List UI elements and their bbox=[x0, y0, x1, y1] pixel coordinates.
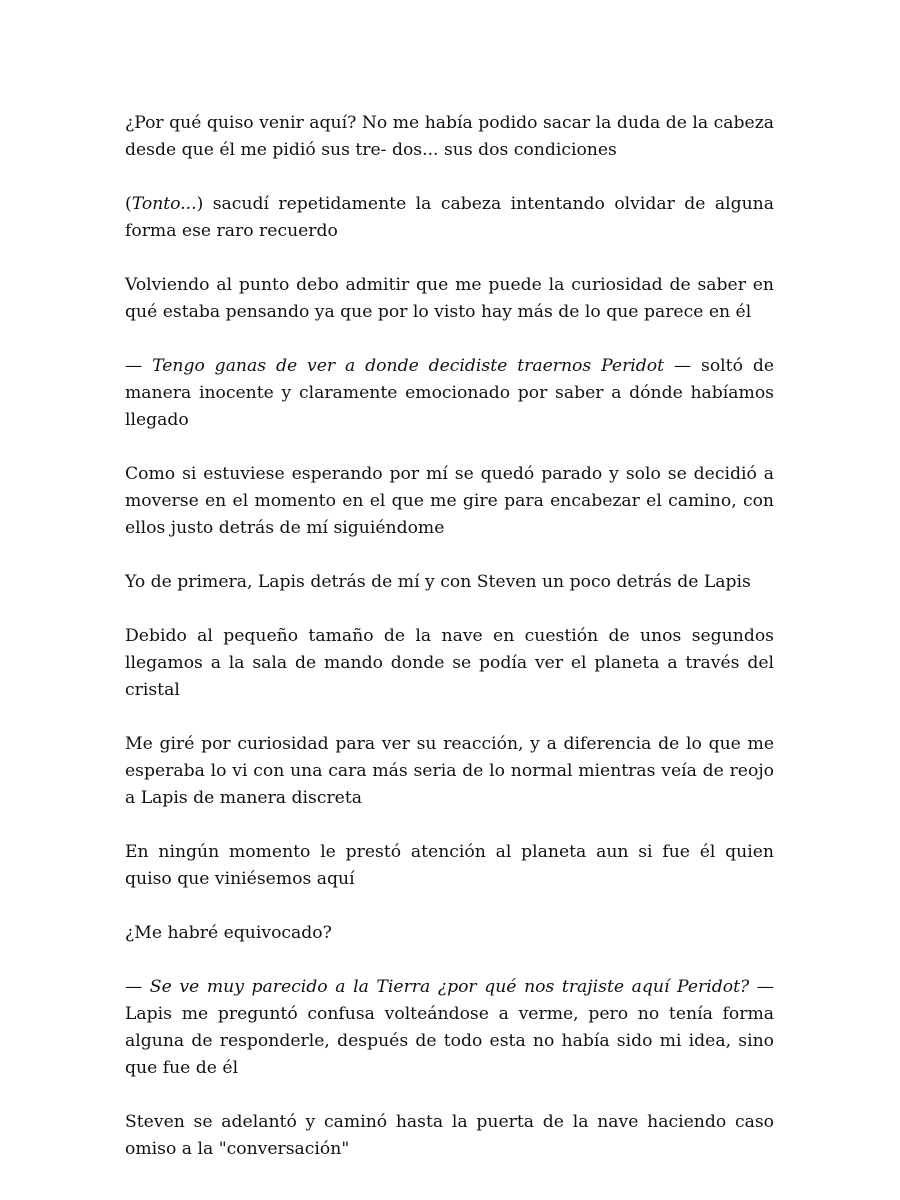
paragraph-6: Yo de primera, Lapis detrás de mí y con Steven un poco detrás de Lapis bbox=[125, 572, 751, 592]
paragraph-4-pre: — bbox=[125, 356, 153, 376]
paragraph-11-italic: Se ve muy parecido a la Tierra ¿por qué nos trajiste aquí Peridot? bbox=[149, 977, 750, 997]
paragraph-2-post: ) sacudí repetidamente la cabeza intentando olvidar de alguna forma ese raro recuerdo bbox=[125, 194, 774, 241]
paragraph-3: Volviendo al punto debo admitir que me puede la curiosidad de saber en qué estaba pensando ya que por lo visto hay más de lo que parece en él bbox=[125, 275, 774, 322]
paragraph-11-post: — Lapis me preguntó confusa volteándose a verme, pero no tenía forma alguna de responderle, después de todo esta no había sido mi idea, sino que fue de él bbox=[125, 977, 774, 1078]
paragraph-11-pre: — bbox=[125, 977, 150, 997]
paragraph-4 bbox=[125, 353, 774, 434]
paragraph-7: Debido al pequeño tamaño de la nave en cuestión de unos segundos llegamos a la sala de mando donde se podía ver el planeta a través del cristal bbox=[125, 626, 774, 700]
paragraph-5: Como si estuviese esperando por mí se quedó parado y solo se decidió a moverse en el momento en el que me gire para encabezar el camino, con ellos justo detrás de mí siguiéndome bbox=[125, 464, 774, 538]
paragraph-2-italic: Tonto... bbox=[131, 194, 197, 214]
paragraph-1: ¿Por qué quiso venir aquí? No me había podido sacar la duda de la cabeza desde que él me pidió sus tre- dos... sus dos condiciones bbox=[125, 113, 774, 160]
paragraph-2 bbox=[125, 191, 774, 245]
paragraph-12: Steven se adelantó y caminó hasta la puerta de la nave haciendo caso omiso a la "conversación" bbox=[125, 1112, 774, 1159]
paragraph-11 bbox=[125, 974, 774, 1082]
paragraph-4-italic: Tengo ganas de ver a donde decidiste traernos Peridot bbox=[152, 356, 665, 376]
paragraph-4-post: — soltó de manera inocente y claramente emocionado por saber a dónde habíamos llegado bbox=[125, 356, 774, 430]
document-page bbox=[125, 110, 774, 1190]
paragraph-2-pre: ( bbox=[125, 194, 132, 214]
paragraph-9: En ningún momento le prestó atención al planeta aun si fue él quien quiso que viniésemos aquí bbox=[125, 842, 774, 889]
paragraph-8: Me giré por curiosidad para ver su reacción, y a diferencia de lo que me esperaba lo vi con una cara más seria de lo normal mientras veía de reojo a Lapis de manera discreta bbox=[125, 734, 774, 808]
paragraph-10: ¿Me habré equivocado? bbox=[125, 923, 332, 943]
